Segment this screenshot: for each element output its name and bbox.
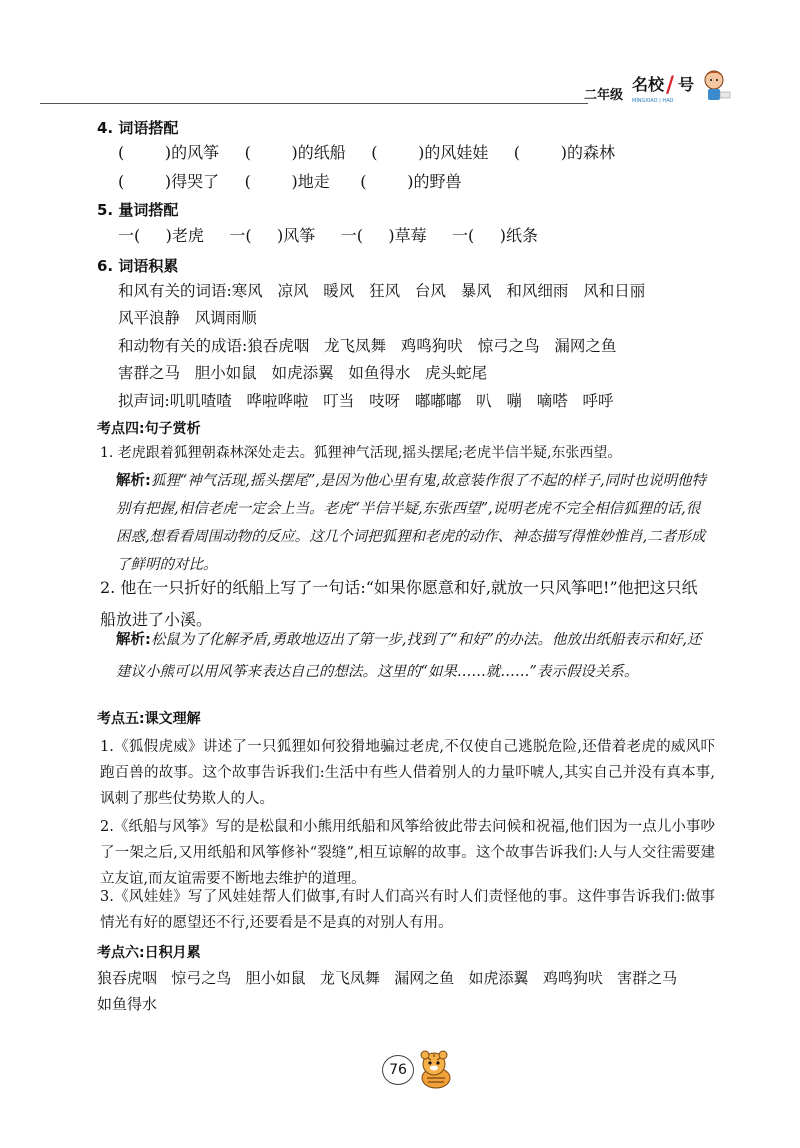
grade-label: 二年级 <box>584 88 624 103</box>
understanding-3: 3.《风娃娃》写了风娃娃帮人们做事,有时人们高兴有时人们责怪他的事。这件事告诉我们:做事情光有好的愿望还不行,还要看是不是真的对别人有用。 <box>100 889 715 931</box>
brand-logo <box>628 64 738 110</box>
topic-6-title: 考点六:日积月累 <box>97 945 201 961</box>
analysis-1-text: 狐狸“神气活现,摇头摆尾”,是因为他心里有鬼,故意装作很了不起的样子,同时也说明他特别有把握,相信老虎一定会上当。老虎“半信半疑,东张西望”,说明老虎不完全相信狐狸的话,很困惑,想看看周围动物的反应。这几个词把狐狸和老虎的动作、神态描写得惟妙惟肖,二者形成了鲜明的对比。 <box>116 473 707 573</box>
analysis-2-text: 松鼠为了化解矛盾,勇敢地迈出了第一步,找到了“和好”的办法。他放出纸船表示和好,还建议小熊可以用风筝来表达自己的想法。这里的“如果……就……”表示假设关系。 <box>116 632 702 680</box>
logo-subtitle: MINGXIAO | HAO <box>632 98 674 104</box>
logo-separator: / <box>666 73 675 98</box>
header-rule <box>40 103 588 104</box>
wind-words-line-1: 和风有关的词语:寒风 凉风 暖风 狂风 台风 暴风 和风细雨 风和日丽 <box>118 282 646 300</box>
section-4-title: 4. 词语搭配 <box>97 119 179 137</box>
boy-mascot-icon <box>705 71 730 100</box>
animal-idioms-line-1: 和动物有关的成语:狼吞虎咽 龙飞凤舞 鸡鸣狗吠 惊弓之鸟 漏网之鱼 <box>118 337 617 355</box>
onomatopoeia-line: 拟声词:叽叽喳喳 哗啦哗啦 叮当 吱呀 嘟嘟嘟 叭 嘣 嘀嗒 呼呼 <box>118 392 614 410</box>
section-6-title: 6. 词语积累 <box>97 257 179 275</box>
daily-idioms-line-2: 如鱼得水 <box>97 995 158 1013</box>
section-5-title: 5. 量词搭配 <box>97 201 179 219</box>
analysis-1 <box>116 467 711 579</box>
word-match-row-1: ( )的风筝 ( )的纸船 ( )的风娃娃 ( )的森林 <box>118 143 615 162</box>
topic-4-title: 考点四:句子赏析 <box>97 421 201 437</box>
animal-idioms-line-2: 害群之马 胆小如鼠 如虎添翼 如鱼得水 虎头蛇尾 <box>118 364 488 382</box>
understanding-2: 2.《纸船与风筝》写的是松鼠和小熊用纸船和风筝给彼此带去问候和祝福,他们因为一点儿小事吵了一架之后,又用纸船和风筝修补“裂缝”,相互谅解的故事。这个故事告诉我们:人与人交往需要建立友谊,而友谊需要不断地去维护的道理。 <box>100 819 715 887</box>
wind-words-line-2: 风平浪静 风调雨顺 <box>118 309 257 327</box>
topic-5-title: 考点五:课文理解 <box>97 711 201 727</box>
page-number: 76 <box>382 1055 414 1085</box>
sentence-1: 1. 老虎跟着狐狸朝森林深处走去。狐狸神气活现,摇头摆尾;老虎半信半疑,东张西望。 <box>100 445 622 461</box>
measure-word-row: 一( )老虎 一( )风筝 一( )草莓 一( )纸条 <box>118 226 538 245</box>
analysis-2 <box>116 624 711 688</box>
analysis-label: 解析: <box>116 473 151 489</box>
sentence-2: 2. 他在一只折好的纸船上写了一句话:“如果你愿意和好,就放一只风筝吧!”他把这只纸船放进了小溪。 <box>100 578 698 629</box>
logo-text-2: 号 <box>678 75 695 94</box>
logo-text: 名校 <box>632 75 665 94</box>
analysis-label: 解析: <box>116 632 151 648</box>
daily-idioms-line-1: 狼吞虎咽 惊弓之鸟 胆小如鼠 龙飞凤舞 漏网之鱼 如虎添翼 鸡鸣狗吠 害群之马 <box>97 969 678 987</box>
understanding-1: 1.《狐假虎威》讲述了一只狐狸如何狡猾地骗过老虎,不仅使自己逃脱危险,还借着老虎的威风吓跑百兽的故事。这个故事告诉我们:生活中有些人借着别人的力量吓唬人,其实自己并没有真本事,讽刺了那些仗势欺人的人。 <box>100 739 715 807</box>
tiger-mascot-icon <box>414 1048 458 1092</box>
word-match-row-2: ( )得哭了 ( )地走 ( )的野兽 <box>118 172 462 191</box>
